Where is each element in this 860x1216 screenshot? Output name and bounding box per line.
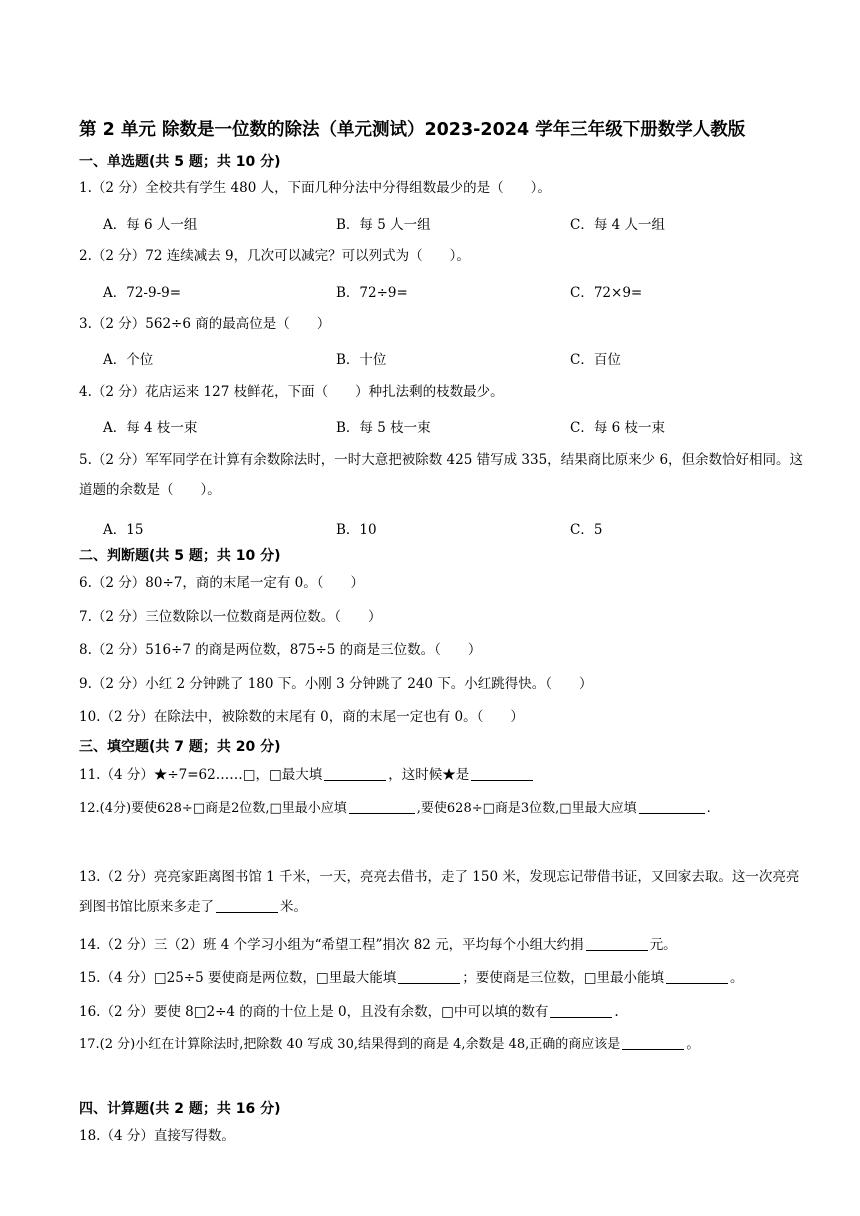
question-11 <box>79 765 535 785</box>
question-6: 6.（2 分）80÷7，商的末尾一定有 0。（ ） <box>79 575 364 591</box>
option-c: C．72×9= <box>570 285 643 301</box>
question-17-text-1: 17.(2 分)小红在计算除法时,把除数 40 写成 30,结果得到的商是 4,余数是 48,正确的商应该是 <box>79 1037 621 1052</box>
question-4-options <box>103 416 703 436</box>
question-14-text-2: 元。 <box>649 937 677 953</box>
option-c: C．5 <box>570 522 603 538</box>
question-12-text-2: ,要使628÷□商是3位数,□里最大应填 <box>416 801 637 816</box>
section-heading-true-false: 二、判断题(共 5 题；共 10 分) <box>79 548 281 564</box>
question-3-options <box>103 348 703 368</box>
question-11-text-2: ，这时候★是 <box>388 767 470 783</box>
option-c: C．每 4 人一组 <box>570 217 666 233</box>
question-10: 10.（2 分）在除法中，被除数的末尾有 0，商的末尾一定也有 0。（ ） <box>79 709 524 725</box>
question-1-options <box>103 213 703 233</box>
question-3: 3.（2 分）562÷6 商的最高位是（ ） <box>79 316 331 332</box>
question-4: 4.（2 分）花店运来 127 枝鲜花，下面（ ）种扎法剩的枝数最少。 <box>79 384 504 400</box>
section-heading-calculation: 四、计算题(共 2 题；共 16 分) <box>79 1101 281 1117</box>
answer-blank[interactable] <box>622 1035 684 1050</box>
question-2: 2.（2 分）72 连续减去 9，几次可以减完？可以列式为（ ）。 <box>79 248 470 264</box>
question-17 <box>79 1035 699 1055</box>
question-15-text-1: 15.（4 分）□25÷5 要使商是两位数，□里最大能填 <box>79 970 397 986</box>
question-13-text-2: 米。 <box>280 899 307 915</box>
option-a: A．15 <box>103 522 144 538</box>
question-12 <box>79 799 711 819</box>
option-a: A．72-9-9= <box>103 285 182 301</box>
option-b: B．10 <box>336 522 377 538</box>
answer-blank[interactable] <box>471 766 533 781</box>
question-14 <box>79 935 677 955</box>
question-1: 1.（2 分）全校共有学生 480 人，下面几种分法中分得组数最少的是（ ）。 <box>79 180 551 196</box>
question-2-options <box>103 281 703 301</box>
question-15 <box>79 968 744 988</box>
option-b: B．72÷9= <box>336 285 408 301</box>
section-heading-fill-in: 三、填空题(共 7 题；共 20 分) <box>79 739 281 755</box>
question-7: 7.（2 分）三位数除以一位数商是两位数。（ ） <box>79 609 382 625</box>
answer-blank[interactable] <box>550 1003 612 1018</box>
section-heading-single-choice: 一、单选题(共 5 题；共 10 分) <box>79 154 281 170</box>
question-16 <box>79 1002 619 1022</box>
option-a: A．每 6 人一组 <box>103 217 198 233</box>
question-18: 18.（4 分）直接写得数。 <box>79 1128 235 1144</box>
option-a: A．每 4 枝一束 <box>103 420 198 436</box>
question-15-text-2: ；要使商是三位数，□里最小能填 <box>462 970 664 986</box>
answer-blank[interactable] <box>216 898 278 913</box>
option-c: C．百位 <box>570 352 621 368</box>
question-14-text-1: 14.（2 分）三（2）班 4 个学习小组为“希望工程”捐次 82 元，平均每个小组大约捐 <box>79 937 584 953</box>
question-13-text-1: 13.（2 分）亮亮家距离图书馆 1 千米，一天，亮亮去借书，走了 150 米，发现忘记带借书证，又回家去取。这一次亮亮到图书馆比原来多走了 <box>79 869 800 915</box>
question-8: 8.（2 分）516÷7 的商是两位数，875÷5 的商是三位数。（ ） <box>79 642 482 658</box>
question-13 <box>79 862 809 922</box>
option-b: B．十位 <box>336 352 387 368</box>
question-16-text-2: . <box>614 1004 619 1020</box>
question-5-options <box>103 518 703 538</box>
answer-blank[interactable] <box>666 969 728 984</box>
answer-blank[interactable] <box>349 799 415 814</box>
question-11-text-1: 11.（4 分）★÷7=62……□，□最大填 <box>79 767 323 783</box>
option-c: C．每 6 枝一束 <box>570 420 666 436</box>
question-16-text-1: 16.（2 分）要使 8□2÷4 的商的十位上是 0，且没有余数，□中可以填的数有 <box>79 1004 549 1020</box>
answer-blank[interactable] <box>324 766 386 781</box>
option-a: A．个位 <box>103 352 154 368</box>
answer-blank[interactable] <box>586 936 648 951</box>
question-12-text-3: . <box>706 801 711 816</box>
option-b: B．每 5 人一组 <box>336 217 431 233</box>
answer-blank[interactable] <box>398 969 460 984</box>
question-17-text-2: 。 <box>686 1037 700 1052</box>
question-9: 9.（2 分）小红 2 分钟跳了 180 下。小刚 3 分钟跳了 240 下。小红跳得快。（ ） <box>79 676 593 692</box>
answer-blank[interactable] <box>639 799 705 814</box>
page-title: 第 2 单元 除数是一位数的除法（单元测试）2023-2024 学年三年级下册数学人教版 <box>79 120 746 140</box>
question-12-text-1: 12.(4分)要使628÷□商是2位数,□里最小应填 <box>79 801 347 816</box>
question-15-text-3: 。 <box>730 970 744 986</box>
question-5: 5.（2 分）军军同学在计算有余数除法时，一时大意把被除数 425 错写成 335，结果商比原来少 6，但余数恰好相同。这道题的余数是（ ）。 <box>79 452 804 498</box>
option-b: B．每 5 枝一束 <box>336 420 431 436</box>
